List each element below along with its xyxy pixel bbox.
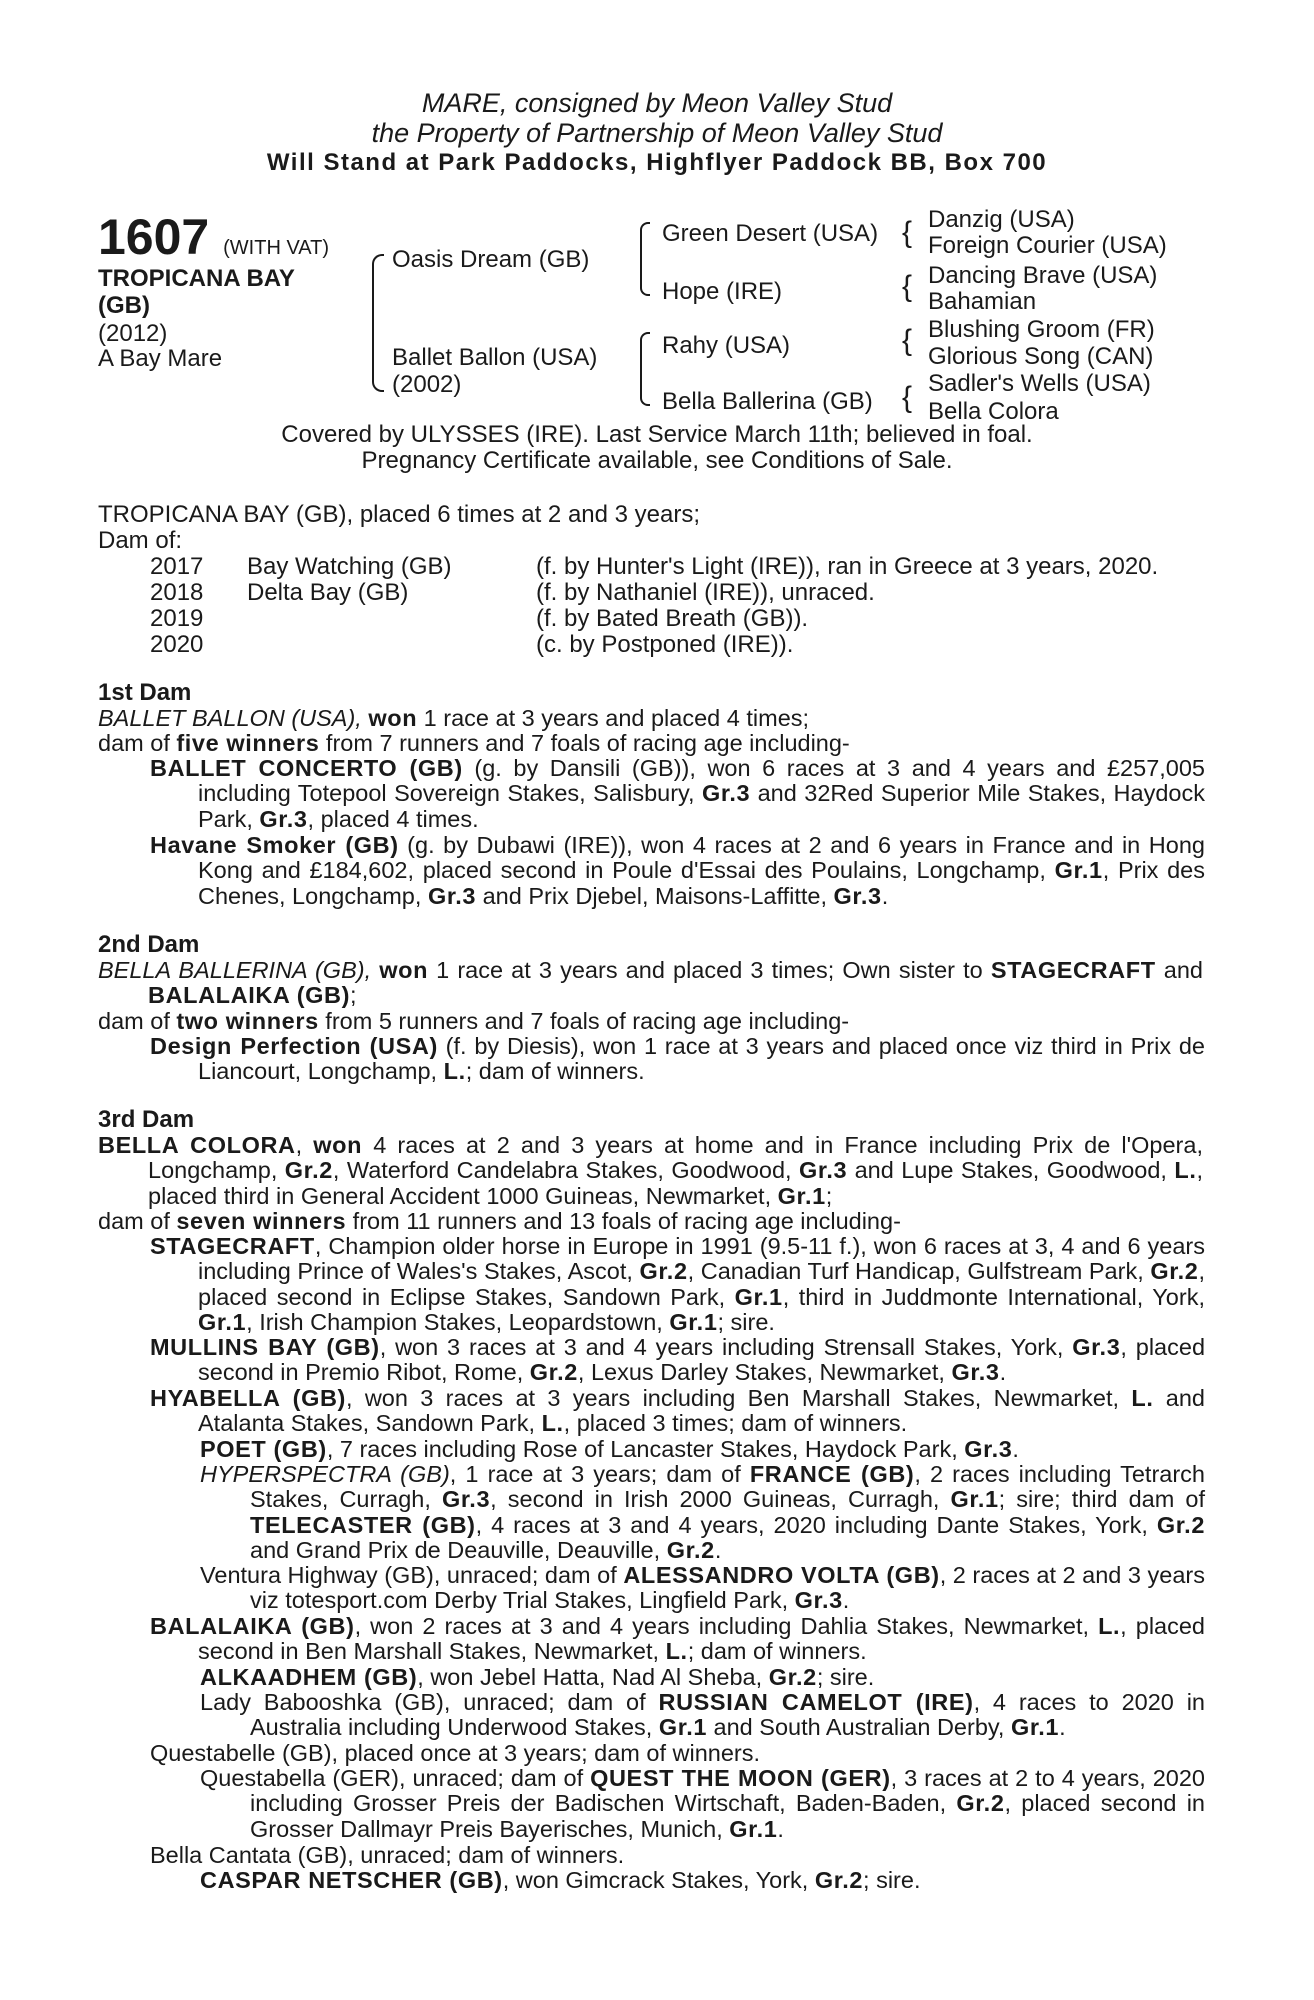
balalaika-entry: BALALAIKA (GB), won 2 races at 3 and 4 years including Dahlia Stakes, Newmarket, L., placed second in Ben Marshall Stakes, Newmarket, L.; dam of winners. xyxy=(150,1613,1205,1665)
second-dam-line: BELLA BALLERINA (GB), won 1 race at 3 years and placed 3 times; Own sister to STAGECRAFT and BALALAIKA (GB); xyxy=(98,957,1203,1009)
pedigree-brace-left xyxy=(372,254,384,392)
first-dam-heading: 1st Dam xyxy=(98,679,192,706)
produce-note: (c. by Postponed (IRE)). xyxy=(536,631,794,658)
sire-dam-sire: Dancing Brave (USA) xyxy=(928,262,1158,289)
property-line: the Property of Partnership of Meon Valley Stud xyxy=(371,118,943,148)
havane-smoker-entry: Havane Smoker (GB) (g. by Dubawi (IRE)), won 4 races at 2 and 6 years in France and in Hong Kong and £184,602, placed second in Poule d'Essai des Poulains, Longchamp, Gr.1, Prix des Chenes, Longchamp, Gr.3 and Prix Djebel, Maisons-Laffitte, Gr.3. xyxy=(150,832,1205,909)
produce-note: (f. by Hunter's Light (IRE)), ran in Greece at 3 years, 2020. xyxy=(536,553,1159,580)
produce-name: Delta Bay (GB) xyxy=(247,579,409,606)
dam-sire-dam: Glorious Song (CAN) xyxy=(928,343,1154,370)
alkaadhem-entry: ALKAADHEM (GB), won Jebel Hatta, Nad Al Sheba, Gr.2; sire. xyxy=(200,1664,875,1690)
ballet-concerto-entry: BALLET CONCERTO (GB) (g. by Dansili (GB)), won 6 races at 3 and 4 years and £257,005 including Totepool Sovereign Stakes, Salisbury, Gr.3 and 32Red Superior Mile Stakes, Haydock Park, Gr.3, placed 4 times. xyxy=(150,755,1206,832)
sire-dam-dam: Bahamian xyxy=(928,288,1037,315)
mullins-bay-entry: MULLINS BAY (GB), won 3 races at 3 and 4 years including Strensall Stakes, York, Gr.3, placed second in Premio Ribot, Rome, Gr.2, Lexus Darley Stakes, Newmarket, Gr.3. xyxy=(150,1334,1206,1386)
dam-dam-sire: Sadler's Wells (USA) xyxy=(928,370,1151,397)
dam: Ballet Ballon (USA) xyxy=(392,344,598,371)
brace-glyph: { xyxy=(902,381,913,414)
horse-country: (GB) xyxy=(98,292,150,319)
sire-dam: Hope (IRE) xyxy=(662,278,783,305)
consignor-line: MARE, consigned by Meon Valley Stud xyxy=(421,88,893,118)
hyabella-entry: HYABELLA (GB), won 3 races at 3 years including Ben Marshall Stakes, Newmarket, L. and Atalanta Stakes, Sandown Park, L., placed 3 times; dam of winners. xyxy=(150,1385,1205,1437)
dam-of-label: Dam of: xyxy=(98,527,183,554)
caspar-netscher-entry: CASPAR NETSCHER (GB), won Gimcrack Stakes, York, Gr.2; sire. xyxy=(200,1867,921,1893)
brace-glyph: { xyxy=(902,270,913,303)
pregnancy-line: Pregnancy Certificate available, see Conditions of Sale. xyxy=(361,447,953,474)
location-line: Will Stand at Park Paddocks, Highflyer Paddock BB, Box 700 xyxy=(266,149,1048,176)
produce-name: Bay Watching (GB) xyxy=(247,553,452,580)
brace-glyph: { xyxy=(902,324,913,357)
produce-note: (f. by Bated Breath (GB)). xyxy=(536,605,809,632)
ventura-entry: Ventura Highway (GB), unraced; dam of ALESSANDRO VOLTA (GB), 2 races at 2 and 3 years viz totesport.com Derby Trial Stakes, Lingfield Park, Gr.3. xyxy=(200,1562,1205,1614)
sire-sire-sire: Danzig (USA) xyxy=(928,206,1075,233)
dam-brace xyxy=(640,332,650,406)
produce-year: 2020 xyxy=(150,631,204,658)
second-dam-heading: 2nd Dam xyxy=(98,931,200,958)
dam-dam: Bella Ballerina (GB) xyxy=(662,388,873,415)
design-perfection-entry: Design Perfection (USA) (f. by Diesis), won 1 race at 3 years and placed once viz third in Prix de Liancourt, Longchamp, L.; dam of winners. xyxy=(150,1033,1205,1085)
bella-cantata-entry: Bella Cantata (GB), unraced; dam of winners. xyxy=(150,1842,625,1868)
dam-dam-dam: Bella Colora xyxy=(928,398,1059,425)
sire-sire: Green Desert (USA) xyxy=(662,220,879,247)
first-dam-produce-line: dam of five winners from 7 runners and 7 foals of racing age including- xyxy=(98,730,850,756)
dam-year: (2002) xyxy=(392,371,462,398)
produce-note: (f. by Nathaniel (IRE)), unraced. xyxy=(536,579,875,606)
horse-name: TROPICANA BAY xyxy=(98,265,295,292)
second-dam-produce-line: dam of two winners from 5 runners and 7 foals of racing age including- xyxy=(98,1008,850,1034)
questabelle-entry: Questabelle (GB), placed once at 3 years; dam of winners. xyxy=(150,1740,761,1766)
produce-year: 2019 xyxy=(150,605,204,632)
covered-line: Covered by ULYSSES (IRE). Last Service March 11th; believed in foal. xyxy=(281,421,1033,448)
produce-year: 2017 xyxy=(150,553,204,580)
third-dam-heading: 3rd Dam xyxy=(98,1106,195,1133)
dam-sire-sire: Blushing Groom (FR) xyxy=(928,316,1155,343)
hyperspectra-entry: HYPERSPECTRA (GB), 1 race at 3 years; dam of FRANCE (GB), 2 races including Tetrarch Stakes, Curragh, Gr.3, second in Irish 2000 Guineas, Curragh, Gr.1; sire; third dam of TELECASTER (GB), 4 races at 3 and 4 years, 2020 including Dante Stakes, York, Gr.2 and Grand Prix de Deauville, Deauville, Gr.2. xyxy=(200,1461,1205,1563)
sire: Oasis Dream (GB) xyxy=(392,246,590,273)
sire-brace xyxy=(640,222,650,296)
poet-entry: POET (GB), 7 races including Rose of Lancaster Stakes, Haydock Park, Gr.3. xyxy=(200,1436,1019,1462)
third-dam-produce-line: dam of seven winners from 11 runners and 13 foals of racing age including- xyxy=(98,1208,901,1234)
horse-year: (2012) xyxy=(98,320,168,347)
horse-description: A Bay Mare xyxy=(98,345,223,372)
lot-number-value: 1607 xyxy=(98,209,210,265)
third-dam-line: BELLA COLORA, won 4 races at 2 and 3 years at home and in France including Prix de l'Opera, Longchamp, Gr.2, Waterford Candelabra Stakes, Goodwood, Gr.3 and Lupe Stakes, Goodwood, L., placed third in General Accident 1000 Guineas, Newmarket, Gr.1; xyxy=(98,1132,1203,1209)
first-dam-line: BALLET BALLON (USA), won 1 race at 3 years and placed 4 times; xyxy=(98,705,810,731)
questabella-entry: Questabella (GER), unraced; dam of QUEST THE MOON (GER), 3 races at 2 to 4 years, 2020 including Grosser Preis der Badischen Wirtschaft, Baden-Baden, Gr.2, placed second in Grosser Dallmayr Preis Bayerisches, Munich, Gr.1. xyxy=(200,1765,1206,1842)
vat-label: (WITH VAT) xyxy=(223,237,330,259)
lady-babooshka-entry: Lady Babooshka (GB), unraced; dam of RUSSIAN CAMELOT (IRE), 4 races to 2020 in Australia including Underwood Stakes, Gr.1 and South Australian Derby, Gr.1. xyxy=(200,1689,1205,1741)
sire-sire-dam: Foreign Courier (USA) xyxy=(928,232,1167,259)
record-summary: TROPICANA BAY (GB), placed 6 times at 2 and 3 years; xyxy=(98,501,701,528)
dam-sire: Rahy (USA) xyxy=(662,332,791,359)
stagecraft-entry: STAGECRAFT, Champion older horse in Europe in 1991 (9.5-11 f.), won 6 races at 3, 4 and 6 years including Prince of Wales's Stakes, Ascot, Gr.2, Canadian Turf Handicap, Gulfstream Park, Gr.2, placed second in Eclipse Stakes, Sandown Park, Gr.1, third in Juddmonte International, York, Gr.1, Irish Champion Stakes, Leopardstown, Gr.1; sire. xyxy=(150,1233,1205,1335)
produce-year: 2018 xyxy=(150,579,204,606)
brace-glyph: { xyxy=(902,216,913,249)
